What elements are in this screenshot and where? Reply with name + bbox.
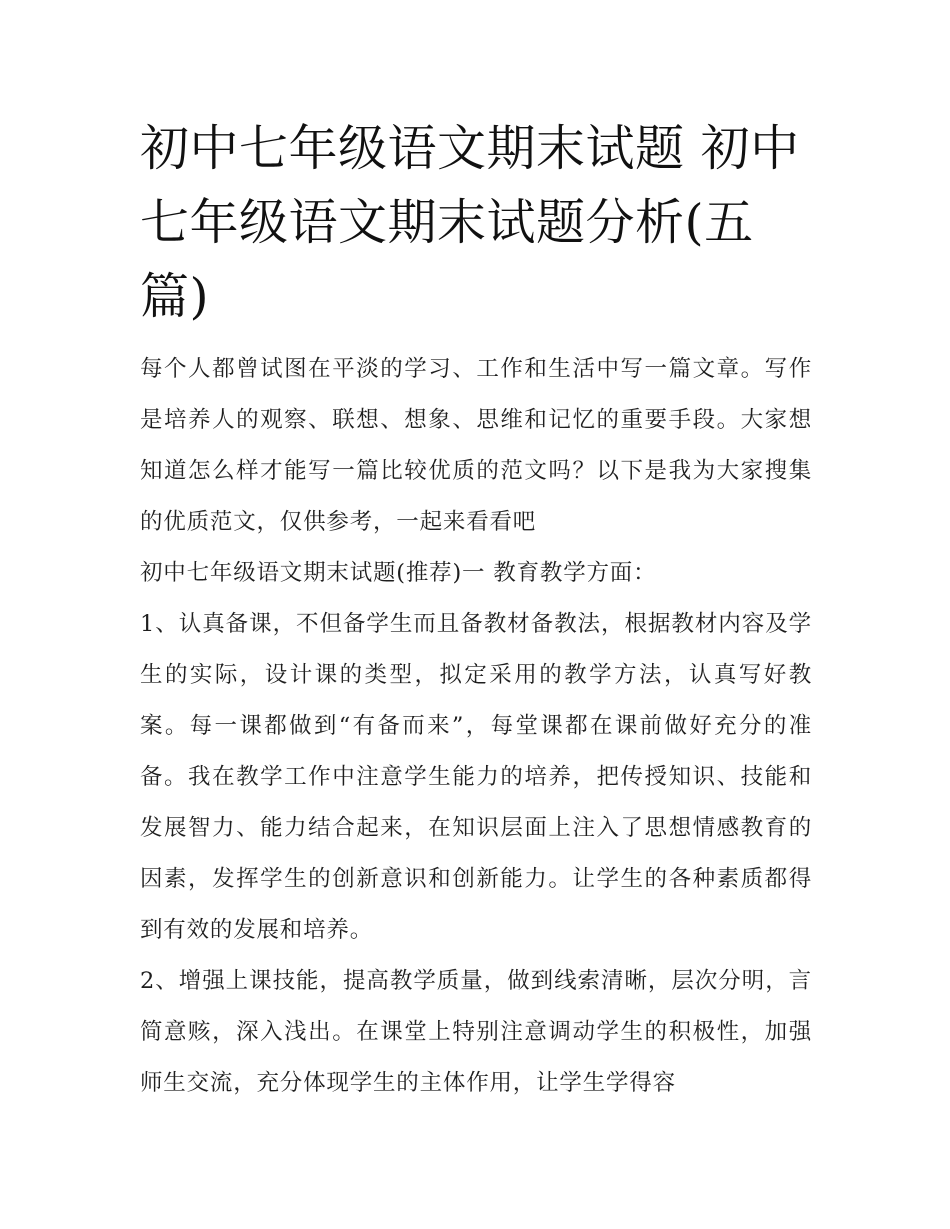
section-heading: 初中七年级语文期末试题(推荐)一 教育教学方面： <box>140 560 657 586</box>
intro-paragraph: 每个人都曾试图在平淡的学习、工作和生活中写一篇文章。写作是培养人的观察、联想、想象、思维和记忆的重要手段。大家想知道怎么样才能写一篇比较优质的范文吗？以下是我为大家搜集的优质范文，仅供参考，一起来看看吧 <box>140 356 812 535</box>
list-item-1: 1、认真备课，不但备学生而且备教材备教法，根据教材内容及学生的实际，设计课的类型，拟定采用的教学方法，认真写好教案。每一课都做到“有备而来”，每堂课都在课前做好充分的准备。我在教学工作中注意学生能力的培养，把传授知识、技能和发展智力、能力结合起来，在知识层面上注入了思想情感教育的因素，发挥学生的创新意识和创新能力。让学生的各种素质都得到有效的发展和培养。 <box>140 611 812 943</box>
list-item-2: 2、增强上课技能，提高教学质量，做到线索清晰，层次分明，言简意赅，深入浅出。在课堂上特别注意调动学生的积极性，加强师生交流，充分体现学生的主体作用，让学生学得容 <box>140 968 812 1096</box>
document-title: 初中七年级语文期末试题 初中七年级语文期末试题分析(五篇) <box>140 120 800 325</box>
document-body <box>140 112 812 1109</box>
